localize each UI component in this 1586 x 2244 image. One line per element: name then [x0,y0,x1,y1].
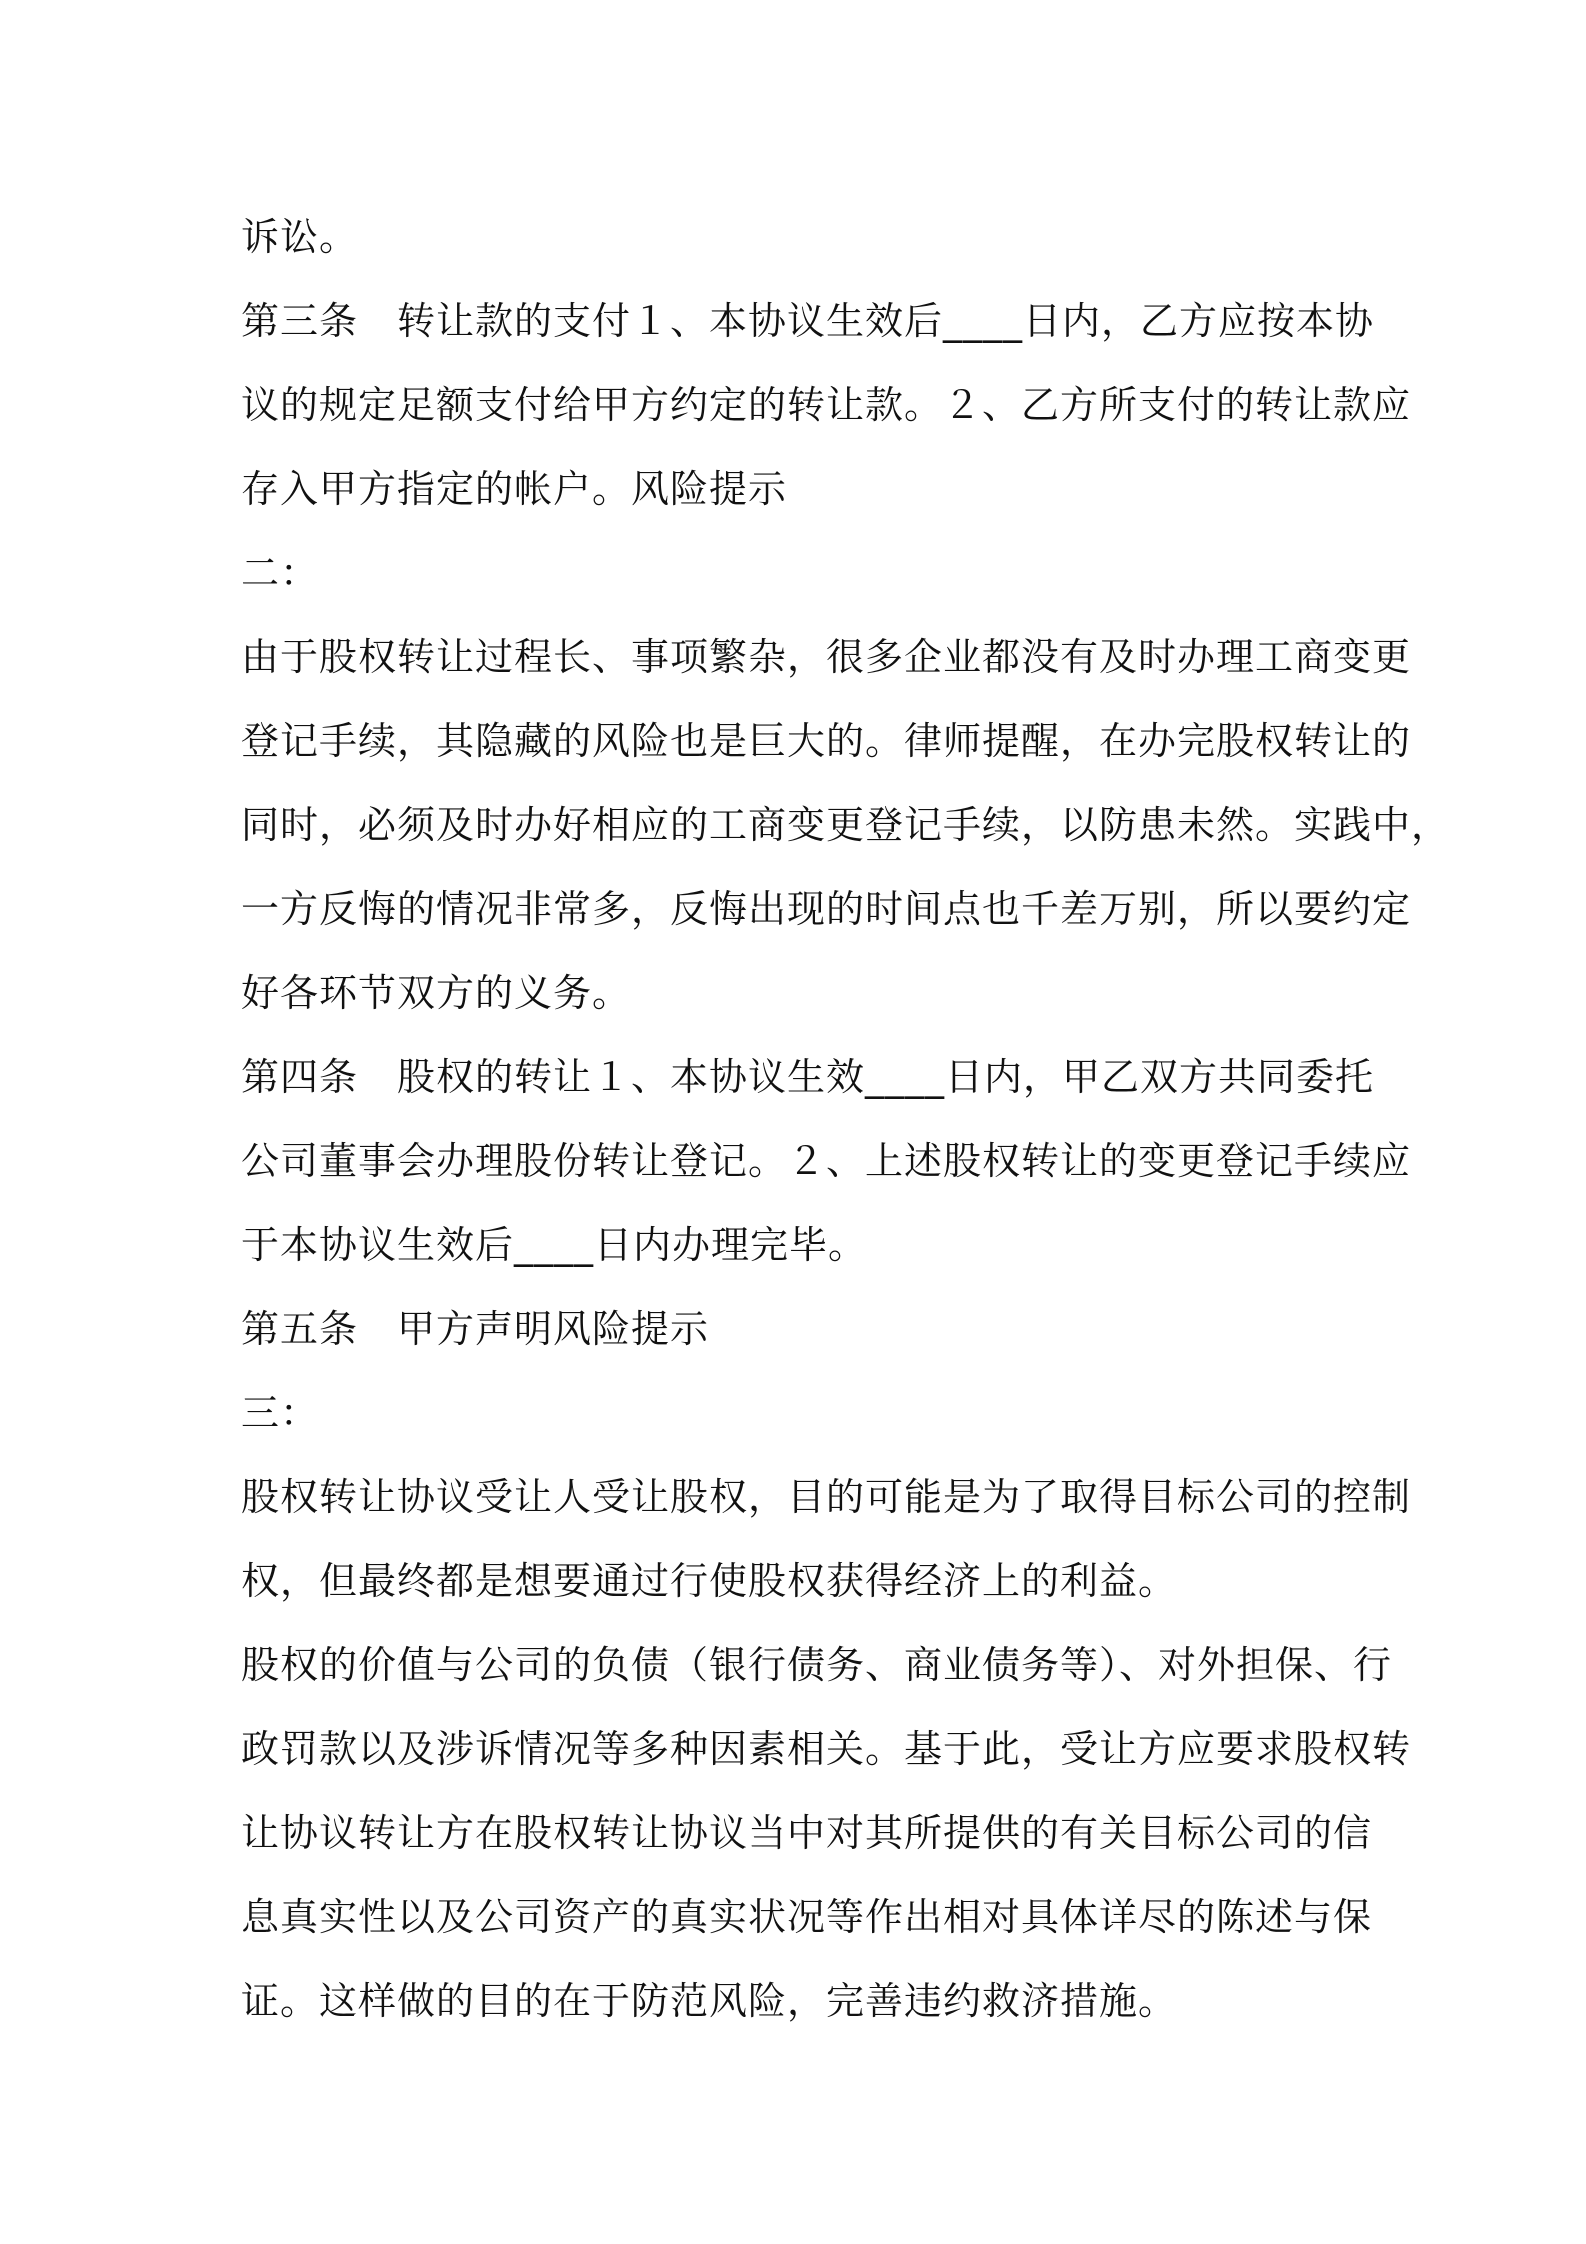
text-line: 存入甲方指定的帐户。风险提示 [241,467,788,511]
text-line: 诉讼。 [241,215,359,259]
text-line: 证。这样做的目的在于防范风险，完善违约救济措施。 [241,1979,1178,2023]
text-line: 第四条 股权的转让１、本协议生效____日内，甲乙双方共同委托 [241,1055,1375,1099]
text-line: 同时，必须及时办好相应的工商变更登记手续，以防患未然。实践中， [241,803,1451,847]
text-line: 息真实性以及公司资产的真实状况等作出相对具体详尽的陈述与保 [241,1895,1373,1939]
text-line: 第五条 甲方声明风险提示 [241,1307,710,1351]
text-line: 三： [241,1391,320,1435]
text-line: 让协议转让方在股权转让协议当中对其所提供的有关目标公司的信 [241,1811,1373,1855]
document-body [241,195,1451,2043]
text-line: 于本协议生效后____日内办理完毕。 [241,1223,868,1267]
text-line: 第三条 转让款的支付１、本协议生效后____日内，乙方应按本协 [241,299,1375,343]
text-line: 政罚款以及涉诉情况等多种因素相关。基于此，受让方应要求股权转 [241,1727,1412,1771]
text-line: 权，但最终都是想要通过行使股权获得经济上的利益。 [241,1559,1178,1603]
text-line: 一方反悔的情况非常多，反悔出现的时间点也千差万别，所以要约定 [241,887,1412,931]
text-line: 登记手续，其隐藏的风险也是巨大的。律师提醒，在办完股权转让的 [241,719,1412,763]
text-line: 议的规定足额支付给甲方约定的转让款。２、乙方所支付的转让款应 [241,383,1412,427]
text-line: 由于股权转让过程长、事项繁杂，很多企业都没有及时办理工商变更 [241,635,1412,679]
text-line: 股权的价值与公司的负债（银行债务、商业债务等）、对外担保、行 [241,1643,1393,1687]
text-line: 股权转让协议受让人受让股权，目的可能是为了取得目标公司的控制 [241,1475,1412,1519]
text-line: 好各环节双方的义务。 [241,971,632,1015]
text-line: 公司董事会办理股份转让登记。２、上述股权转让的变更登记手续应 [241,1139,1412,1183]
text-line: 二： [241,551,320,595]
